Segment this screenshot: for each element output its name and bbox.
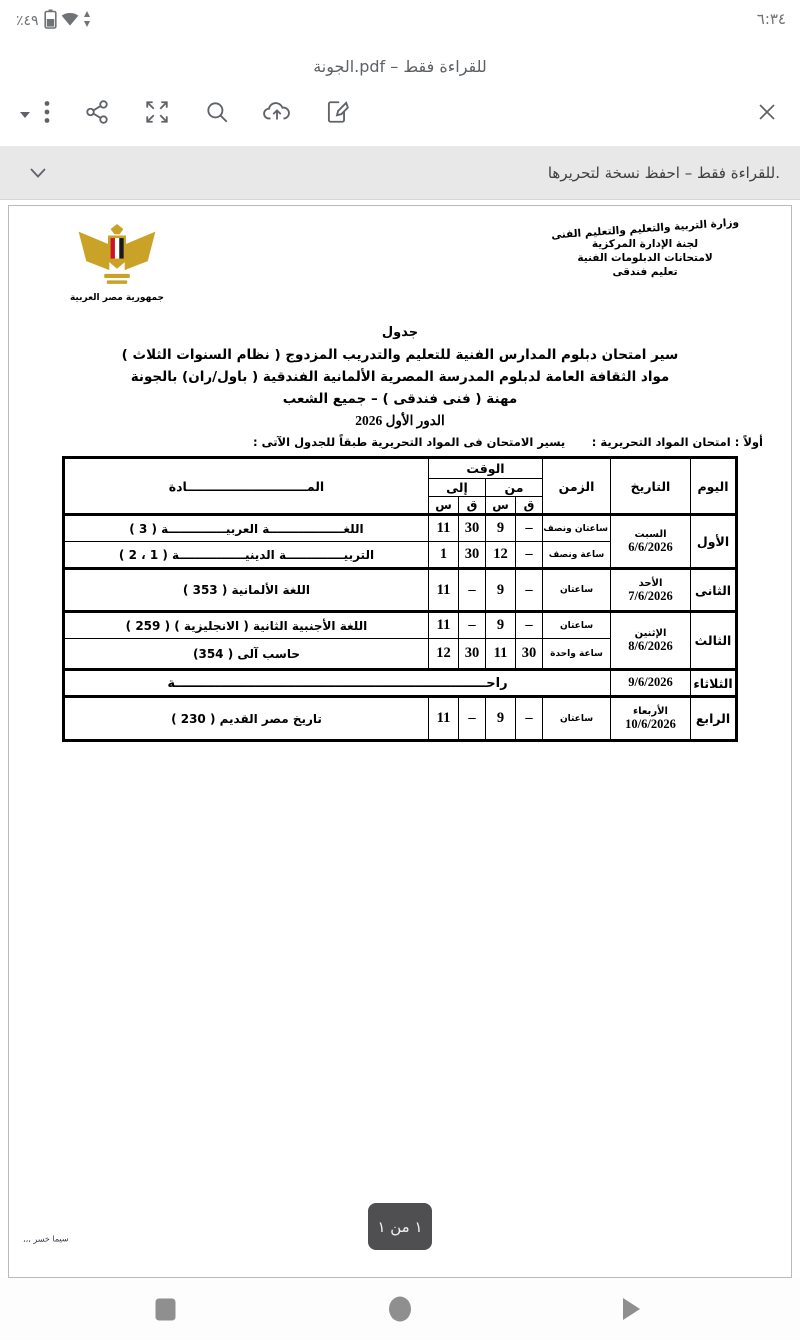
battery-icon: [44, 9, 57, 33]
doc-title-line-5: الدور الأول 2026: [355, 413, 445, 428]
to-minutes-cell: 30: [459, 515, 486, 542]
chevron-down-icon: [29, 167, 47, 179]
duration-cell: ساعتان: [543, 612, 611, 639]
from-minutes-cell: –: [516, 612, 543, 639]
table-header-row: [64, 458, 737, 479]
status-bar: [0, 0, 800, 40]
date-cell: [611, 569, 691, 612]
from-minutes-cell: 30: [516, 639, 543, 670]
signature-note: سيما خسر ،،،: [22, 1234, 69, 1245]
edit-document-icon: [324, 99, 350, 129]
date-day-name: الإثنين: [634, 628, 667, 639]
header-time: الوقت: [428, 458, 542, 479]
duration-cell: ساعتان: [543, 697, 611, 741]
nav-home-button[interactable]: [378, 1287, 422, 1331]
date-number: 6/6/2026: [628, 540, 673, 554]
subject-cell: التربيــــــــــــــة الدينيــــــــــــــــة ( 1 ، 2 ): [64, 542, 429, 569]
subject-cell: اللغــــــــــــــــــة العربيــــــــــــــة ( 3 ): [64, 515, 429, 542]
cloud-upload-icon: [263, 99, 291, 129]
date-day-name: الأحد: [638, 577, 663, 589]
intro-left-text: يسير الامتحان فى المواد التحريرية طبقاً للجدول الآتى :: [253, 435, 566, 449]
header-from-minutes: ق: [516, 497, 543, 515]
fullscreen-icon: [144, 99, 170, 129]
recents-square-icon: [155, 1298, 176, 1321]
page-indicator: [368, 1203, 432, 1250]
day-cell: الثلاثاء: [691, 670, 737, 697]
page-indicator-text: ١ من ١: [377, 1217, 423, 1236]
header-to-minutes: ق: [459, 497, 486, 515]
to-minutes-cell: –: [459, 612, 486, 639]
subject-cell: اللغة الألمانية ( 353 ): [64, 569, 429, 612]
date-cell: [611, 515, 691, 569]
pdf-page[interactable]: [8, 205, 792, 1278]
to-hours-cell: 1: [428, 542, 458, 569]
duration-cell: ساعتان ونصف: [543, 515, 611, 542]
clock-time: ٦:٣٤: [756, 10, 786, 28]
share-icon: [84, 99, 110, 129]
share-button[interactable]: [80, 97, 114, 131]
date-day-name: السبت: [634, 529, 667, 540]
from-minutes-cell: –: [516, 515, 543, 542]
to-hours-cell: 11: [428, 612, 458, 639]
overflow-menu-icon: [44, 100, 50, 128]
doc-title-line-2: سير امتحان دبلوم المدارس الفنية للتعليم والتدريب المزدوج ( نظام السنوات الثلاث ): [121, 347, 679, 363]
close-button[interactable]: [750, 97, 784, 131]
network-arrows-icon: [83, 10, 91, 32]
doc-title-line-4: مهنة ( فنى فندقى ) – جميع الشعب: [282, 391, 518, 407]
from-minutes-cell: –: [516, 569, 543, 612]
date-day-name: الأربعاء: [633, 706, 668, 717]
header-day: اليوم: [691, 458, 737, 515]
date-number: 9/6/2026: [628, 675, 673, 689]
search-button[interactable]: [200, 97, 234, 131]
day-cell: الثانى: [691, 569, 737, 612]
close-icon: [756, 101, 778, 127]
upload-button[interactable]: [260, 97, 294, 131]
back-triangle-icon: [622, 1297, 641, 1321]
date-cell: [611, 697, 691, 741]
emblem-caption: جمهورية مصر العربية: [69, 293, 165, 303]
from-minutes-cell: –: [516, 542, 543, 569]
to-hours-cell: 11: [428, 569, 458, 612]
ministry-line-3: لامتحانات الدبلومات الفنية: [577, 252, 713, 264]
from-hours-cell: 9: [486, 612, 516, 639]
date-number: 8/6/2026: [628, 639, 673, 653]
rest-cell: راحــــــــــــــــــــــــــــــــــــــــــــــــــــــــــــــــــــــة: [64, 670, 611, 697]
date-number: 7/6/2026: [628, 588, 673, 603]
ministry-line-2: لجنة الإدارة المركزية: [591, 238, 699, 250]
ministry-line-1: وزارة التربية والتعليم والتعليم الفنى: [550, 216, 740, 242]
intro-row: [9, 435, 791, 455]
header-subject: المــــــــــــــــــــــــــــادة: [64, 458, 429, 515]
edit-button[interactable]: [320, 97, 354, 131]
toolbar: [0, 88, 800, 140]
doc-title-line-1: جدول: [381, 325, 419, 340]
nav-recents-button[interactable]: [143, 1287, 187, 1331]
table-row: [64, 515, 737, 542]
fullscreen-button[interactable]: [140, 97, 174, 131]
eagle-emblem-icon: [76, 224, 158, 288]
to-hours-cell: 11: [428, 697, 458, 741]
home-circle-icon: [388, 1296, 412, 1322]
duration-cell: ساعة ونصف: [543, 542, 611, 569]
search-icon: [204, 99, 230, 129]
wifi-icon: [60, 10, 80, 32]
date-cell: [611, 670, 691, 697]
from-hours-cell: 9: [486, 515, 516, 542]
to-minutes-cell: –: [459, 569, 486, 612]
day-cell: الثالث: [691, 612, 737, 670]
from-hours-cell: 11: [486, 639, 516, 670]
intro-right-text: أولاً : امتحان المواد التحريرية :: [591, 435, 763, 449]
table-row: [64, 612, 737, 639]
ministry-header: [525, 216, 765, 279]
subject-cell: تاريخ مصر القديم ( 230 ): [64, 697, 429, 741]
table-row: [64, 670, 737, 697]
date-number: 10/6/2026: [625, 717, 676, 731]
read-only-banner: [0, 146, 800, 200]
table-row: [64, 697, 737, 741]
to-hours-cell: 11: [428, 515, 458, 542]
navigation-bar: [0, 1278, 800, 1340]
read-only-banner-text: للقراءة فقط – احفظ نسخة لتحريرها.: [547, 163, 780, 182]
doc-title-block: [9, 322, 791, 432]
from-minutes-cell: –: [516, 697, 543, 741]
table-row: [64, 569, 737, 612]
header-from-hours: س: [486, 497, 516, 515]
header-date: التاريخ: [611, 458, 691, 515]
to-minutes-cell: –: [459, 697, 486, 741]
banner-collapse-button[interactable]: [24, 159, 52, 187]
from-hours-cell: 9: [486, 569, 516, 612]
date-cell: [611, 612, 691, 670]
more-options-button[interactable]: [30, 97, 64, 131]
doc-title-line-3: مواد الثقافة العامة لدبلوم المدرسة المصرية الألمانية الفندقية ( باول/ران) بالجونة: [130, 369, 670, 385]
header-to-hours: س: [428, 497, 458, 515]
from-hours-cell: 9: [486, 697, 516, 741]
day-cell: الأول: [691, 515, 737, 569]
document-title: الجونة.pdf – للقراءة فقط: [313, 56, 487, 76]
title-bar: [0, 44, 800, 88]
egypt-emblem: [67, 224, 167, 303]
duration-cell: ساعتان: [543, 569, 611, 612]
to-hours-cell: 12: [428, 639, 458, 670]
header-duration: الزمن: [543, 458, 611, 515]
exam-schedule-table: [62, 456, 738, 742]
nav-back-button[interactable]: [609, 1287, 653, 1331]
from-hours-cell: 12: [486, 542, 516, 569]
ministry-line-4: تعليم فندقى: [612, 266, 678, 278]
subject-cell: اللغة الأجنبية الثانية ( الانجليزية ) ( 259 ): [64, 612, 429, 639]
header-from: من: [486, 479, 543, 497]
duration-cell: ساعة واحدة: [543, 639, 611, 670]
to-minutes-cell: 30: [459, 542, 486, 569]
header-to: إلى: [428, 479, 485, 497]
battery-percent: ٪٤٩: [16, 13, 39, 29]
subject-cell: حاسب آلى ( 354): [64, 639, 429, 670]
to-minutes-cell: 30: [459, 639, 486, 670]
day-cell: الرابع: [691, 697, 737, 741]
